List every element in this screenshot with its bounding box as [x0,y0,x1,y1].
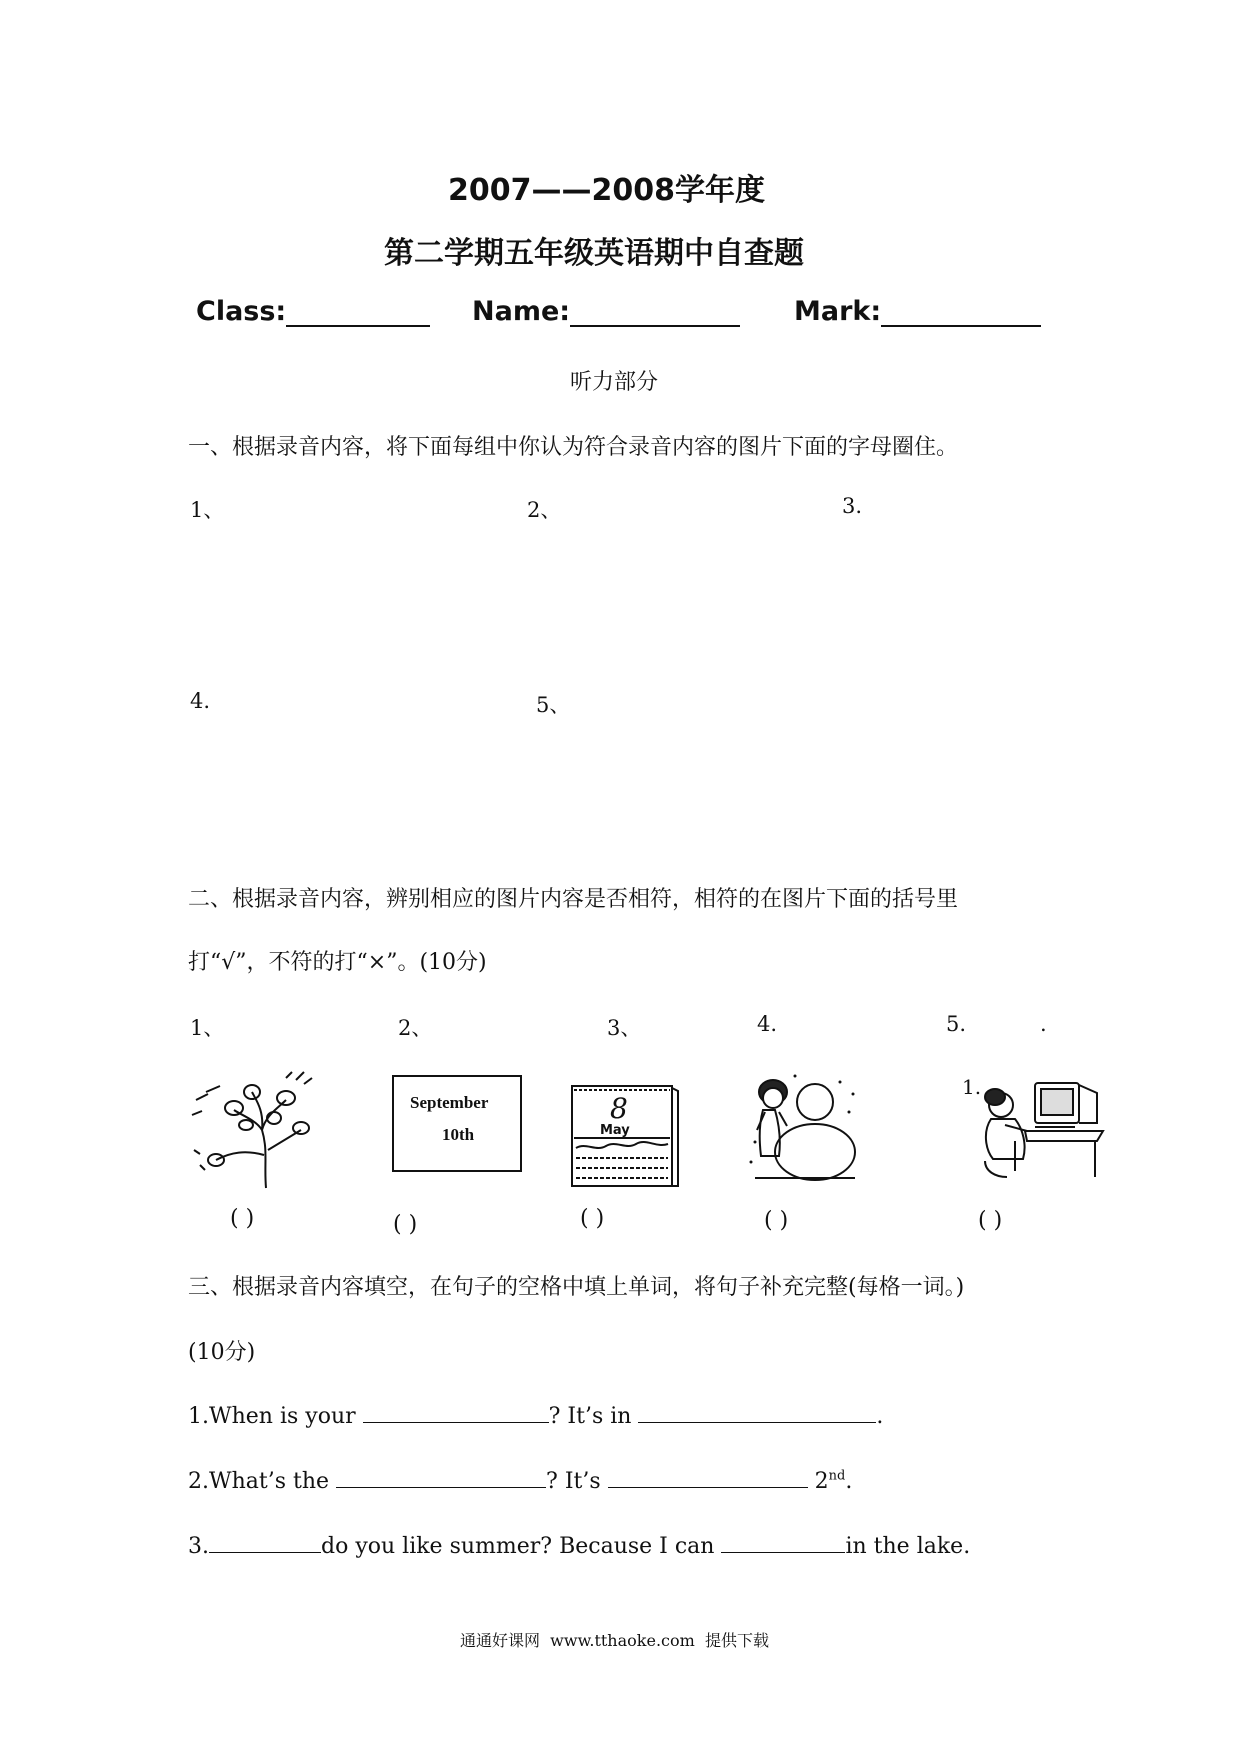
part1-item-5: 5、 [536,693,571,717]
part3-score: (10分) [188,1340,256,1365]
part2-item-3: 3、 [607,1016,642,1040]
card-day: 10th [442,1125,475,1144]
name-field [472,296,740,327]
q3-text-c: in the lake. [845,1534,971,1559]
q1-text-b: ? It’s in [548,1404,639,1429]
q3-blank-1[interactable] [209,1530,321,1553]
part2-item-4: 4. [757,1012,778,1036]
part1-item-4: 4. [190,689,211,713]
part1-item-2: 2、 [527,498,562,522]
class-label: Class: [196,296,287,327]
q1-blank-2[interactable] [638,1400,876,1423]
title-year: 2007——2008学年度 [448,173,765,208]
part2-item-1: 1、 [190,1016,225,1040]
class-blank[interactable] [286,299,430,327]
q3-text-b: do you like summer? Because I can [321,1534,722,1559]
q3-blank-2[interactable] [721,1530,845,1553]
question-2 [188,1465,852,1494]
part2-trailing-dot: . [1040,1012,1047,1036]
answer-paren-4[interactable]: ( ) [764,1208,789,1233]
name-label: Name: [472,296,571,327]
answer-paren-1[interactable]: ( ) [230,1206,255,1231]
question-3 [188,1530,970,1559]
class-field [196,296,430,327]
part1-item-1: 1、 [190,498,225,522]
footer-text: 通通好课网 www.tthaoke.com 提供下载 [460,1631,769,1650]
part1-item-3: 3. [842,494,863,518]
answer-paren-5[interactable]: ( ) [978,1208,1003,1233]
question-1 [188,1400,883,1429]
q2-blank-2[interactable] [608,1465,808,1488]
q2-text-a: 2.What’s the [188,1469,337,1494]
name-blank[interactable] [570,299,740,327]
calendar-picture [570,1078,682,1190]
part3-instruction: 三、根据录音内容填空，在句子的空格中填上单词，将句子补充完整(每格一词。) [188,1275,965,1300]
computer-picture [975,1075,1105,1185]
q2-blank-1[interactable] [336,1465,546,1488]
q1-text-c: . [876,1404,884,1429]
mark-blank[interactable] [881,299,1041,327]
q2-sup: nd [828,1468,846,1484]
mark-field [794,296,1041,327]
title-exam: 第二学期五年级英语期中自查题 [384,236,804,271]
part2-instruction-1: 二、根据录音内容，辨别相应的图片内容是否相符，相符的在图片下面的括号里 [188,887,959,912]
q1-text-a: 1.When is your [188,1404,363,1429]
listening-heading: 听力部分 [570,370,659,395]
windy-tree-picture [186,1070,336,1190]
part2-item-2: 2、 [398,1016,433,1040]
q3-text-a: 3. [188,1534,209,1559]
calendar-month: May [600,1123,630,1138]
q1-blank-1[interactable] [363,1400,549,1423]
part1-instruction: 一、根据录音内容，将下面每组中你认为符合录音内容的图片下面的字母圈住。 [188,435,959,460]
q2-text-c: 2 [807,1469,829,1494]
part2-item-5: 5. [946,1012,967,1036]
answer-paren-3[interactable]: ( ) [580,1206,605,1231]
snowman-picture [745,1072,865,1182]
card-month: September [410,1093,489,1112]
q2-text-b: ? It’s [546,1469,608,1494]
calendar-day: 8 [610,1092,628,1125]
mark-label: Mark: [794,296,882,327]
part2-instruction-2: 打“√”，不符的打“×”。(10分) [188,950,487,975]
answer-paren-2[interactable]: ( ) [393,1212,418,1237]
date-card-picture [392,1075,522,1172]
computer-label: 1. [962,1075,982,1099]
q2-text-d: . [845,1469,853,1494]
